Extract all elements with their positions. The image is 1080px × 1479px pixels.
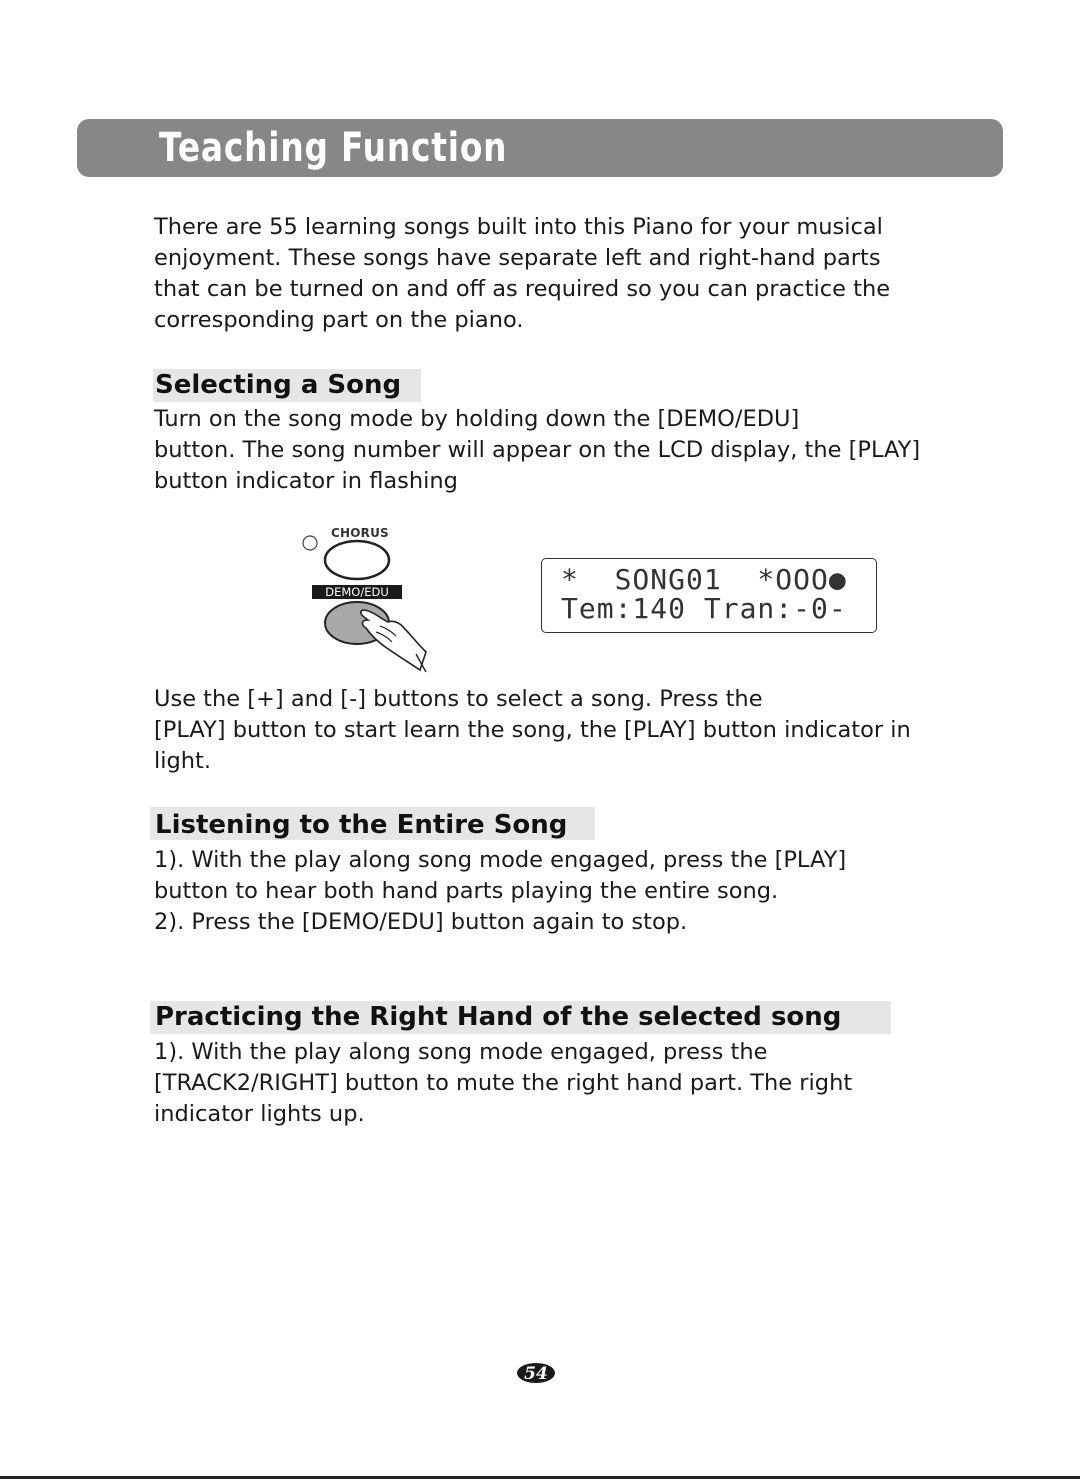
selecting-paragraph: Turn on the song mode by holding down the [DEMO/EDU] button. The song number will appear on the LCD display, the [PLAY] button indicator in flashing — [154, 406, 921, 494]
hand-pressing-button-icon — [296, 524, 436, 674]
chorus-label: CHORUS — [331, 526, 389, 540]
title-bar — [77, 119, 1003, 177]
lcd-line-1: * SONG01 *OOO● — [561, 563, 847, 596]
page-title: Teaching Function — [159, 125, 508, 171]
heading-selecting-song: Selecting a Song — [155, 370, 402, 400]
heading-practicing: Practicing the Right Hand of the selected song — [155, 1002, 842, 1032]
select-instructions-paragraph: Use the [+] and [-] buttons to select a song. Press the [PLAY] button to start learn the song, the [PLAY] button indicator in light. — [154, 686, 911, 774]
demo-edu-button-illustration — [296, 524, 436, 674]
page-number-text: 54 — [524, 1364, 548, 1384]
lcd-line-2: Tem:140 Tran:-0- — [561, 592, 847, 625]
demo-edu-label: DEMO/EDU — [312, 585, 402, 599]
page-number — [516, 1362, 556, 1384]
heading-listening: Listening to the Entire Song — [155, 810, 568, 840]
listening-paragraph: 1). With the play along song mode engaged, press the [PLAY] button to hear both hand parts playing the entire song. 2). Press the [DEMO/EDU] button again to stop. — [154, 847, 847, 935]
lcd-display — [541, 558, 877, 633]
intro-paragraph: There are 55 learning songs built into this Piano for your musical enjoyment. These songs have separate left and right-hand parts that can be turned on and off as required so you can practice the corresponding part on the piano. — [154, 214, 891, 333]
practicing-paragraph: 1). With the play along song mode engaged, press the [TRACK2/RIGHT] button to mute the right hand part. The right indicator lights up. — [154, 1039, 853, 1127]
